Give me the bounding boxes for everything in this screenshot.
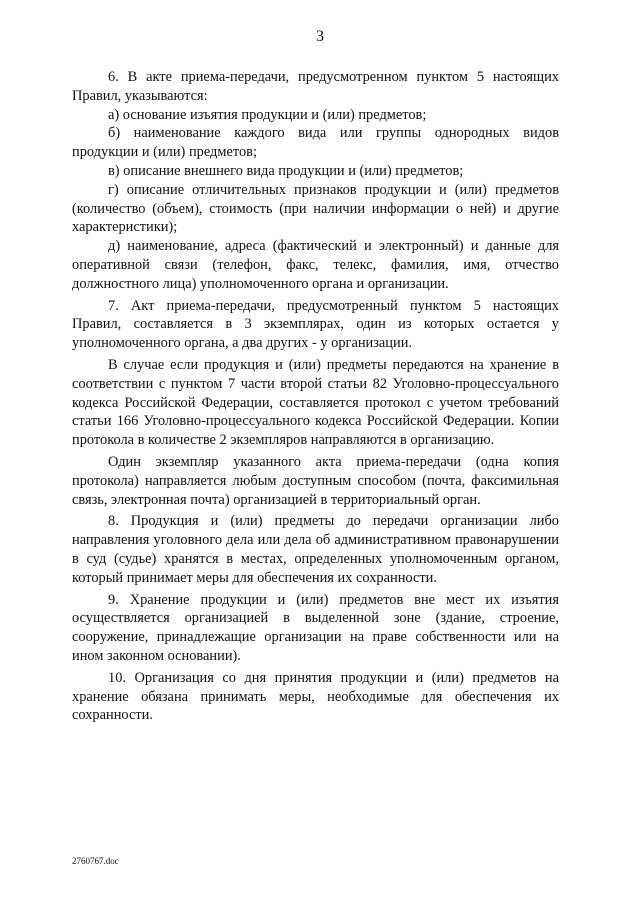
list-item-a: а) основание изъятия продукции и (или) предметов; (108, 106, 427, 123)
paragraph-6: 6. В акте приема-передачи, предусмотренном пунктом 5 настоящих Правил, указываются: (72, 69, 559, 104)
paragraph-7-copy: Один экземпляр указанного акта приема-передачи (одна копия протокола) направляется любым доступным способом (почта, факсимильная связь, электронная почта) организацией в территориальный орган. (72, 453, 559, 508)
paragraph-7: 7. Акт приема-передачи, предусмотренный пунктом 5 настоящих Правил, составляется в 3 экземплярах, один из которых остается у уполномоченного органа, а два других - у организации. (72, 297, 559, 352)
paragraph-9: 9. Хранение продукции и (или) предметов вне мест их изъятия осуществляется организацией в выделенной зоне (здание, строение, сооружение, принадлежащие организации на праве собственности или на ином законном основании). (72, 591, 559, 664)
list-item-g: г) описание отличительных признаков продукции и (или) предметов (количество (объем), стоимость (при наличии информации о ней) и другие характеристики); (72, 181, 559, 236)
list-item-d: д) наименование, адреса (фактический и электронный) и данные для оперативной связи (телефон, факс, телекс, фамилия, имя, отчество должностного лица) уполномоченного органа и организации. (72, 238, 559, 292)
footer-filename: 2760767.doc (72, 856, 119, 866)
page-number: 3 (316, 28, 324, 45)
list-item-b: б) наименование каждого вида или группы однородных видов продукции и (или) предметов; (72, 125, 559, 161)
paragraph-10: 10. Организация со дня принятия продукции и (или) предметов на хранение обязана принимать меры, необходимые для обеспечения их сохранности. (72, 669, 559, 724)
paragraph-8: 8. Продукция и (или) предметы до передачи организации либо направления уголовного дела или дела об административном правонарушении в суд (судье) хранятся в местах, определенных уполномоченным органом, который принимает меры для обеспечения их сохранности. (72, 513, 559, 586)
list-item-v: в) описание внешнего вида продукции и (или) предметов; (108, 162, 464, 179)
paragraph-7-protocol: В случае если продукция и (или) предметы передаются на хранение в соответствии с пунктом 7 части второй статьи 82 Уголовно-процессуального кодекса Российской Федерации, составляется протокол с учетом требований статьи 166 Уголовно-процессуального кодекса Российской Федерации. Копии протокола в количестве 2 экземпляров направляются в организацию. (72, 356, 559, 449)
document-body (72, 68, 559, 725)
